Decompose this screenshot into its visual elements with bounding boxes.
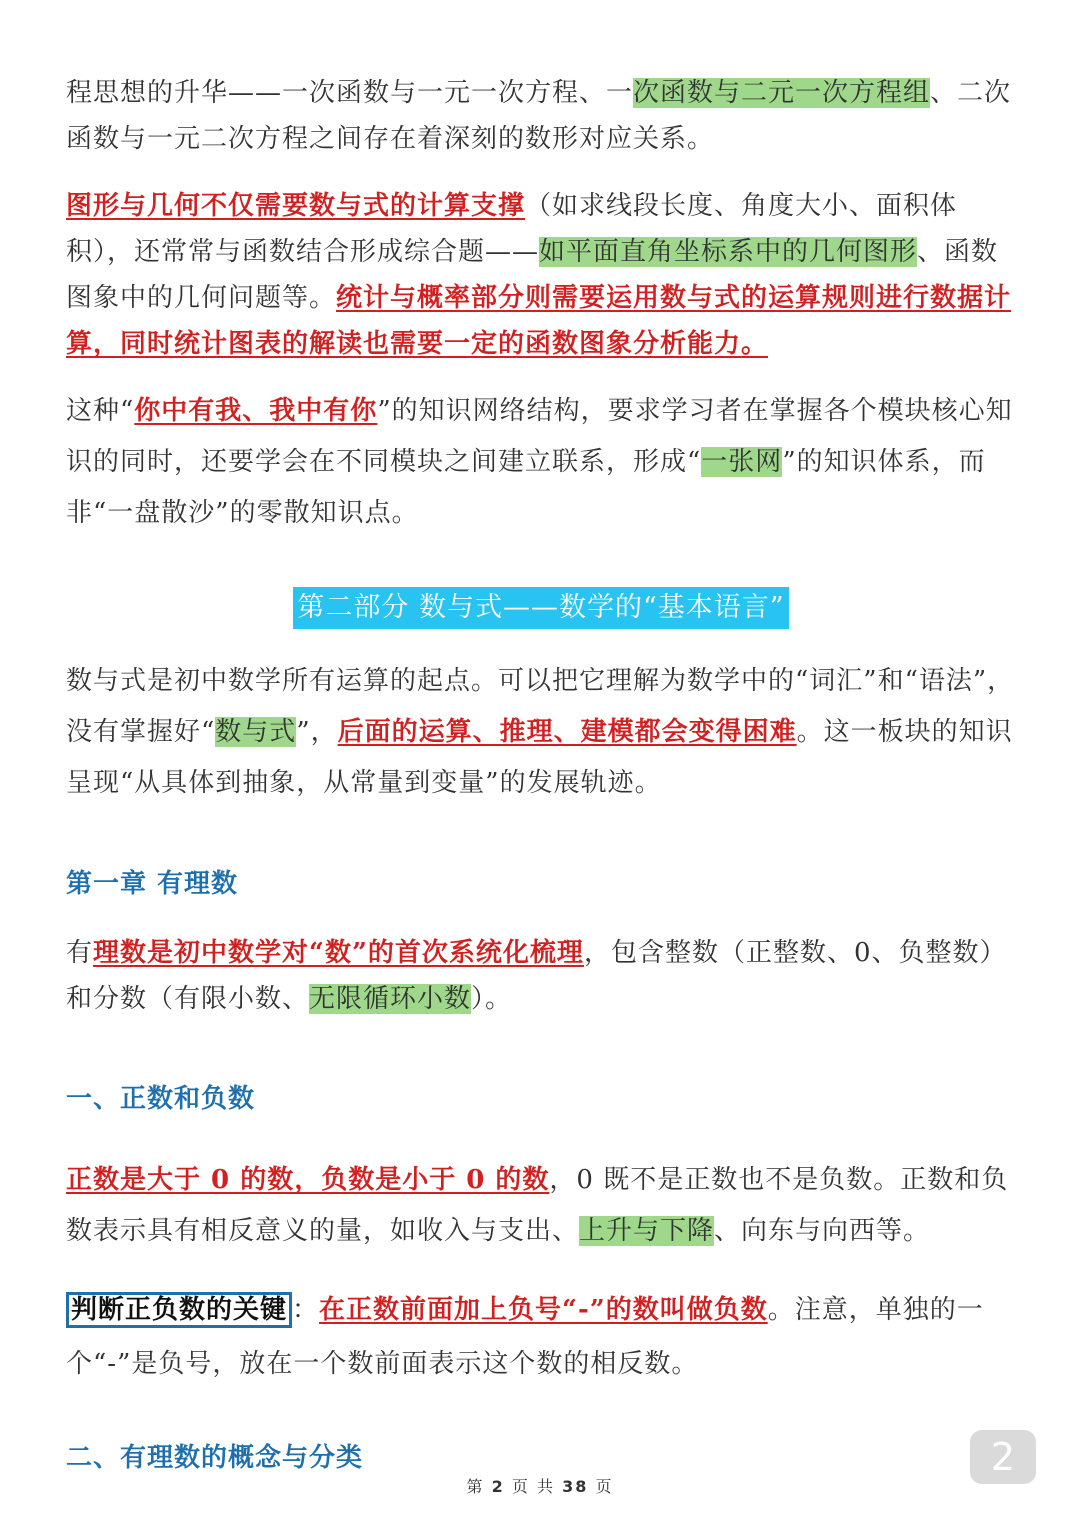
highlight-text: 数与式 bbox=[215, 717, 297, 747]
emphasis-text: 统计与概率部分则需要运用数与式的运算规则进行数据计算，同时统计图表的解读也需要一定的函数图象分析能力。 bbox=[66, 283, 1012, 359]
page-number-badge: 2 bbox=[970, 1430, 1036, 1484]
document-page bbox=[66, 66, 1016, 1474]
boxed-keyword: 判断正负数的关键 bbox=[66, 1292, 292, 1328]
paragraph-function-relations: 程思想的升华——一次函数与一元一次方程、一次函数与二元一次方程组、二次函数与一元二次方程之间存在着深刻的数形对应关系。 bbox=[66, 78, 1012, 154]
highlight-text: 无限循环小数 bbox=[309, 984, 472, 1014]
highlight-text: 上升与下降 bbox=[579, 1216, 715, 1246]
paragraph-key-judgment: 判断正负数的关键 ：在正数前面加上负号“-”的数叫做负数。注意，单独的一个“-”是负号，放在一个数前面表示这个数的相反数。 bbox=[66, 1283, 1016, 1391]
heading-positive-negative: 一、正数和负数 bbox=[66, 1084, 256, 1114]
section-title: 第二部分 数与式——数学的“基本语言” bbox=[293, 587, 788, 629]
paragraph-positive-negative: 正数是大于 0 的数，负数是小于 0 的数，0 既不是正数也不是负数。正数和负数表示具有相反意义的量，如收入与支出、上升与下降、向东与向西等。 bbox=[66, 1165, 1009, 1246]
paragraph-numbers-expressions: 数与式是初中数学所有运算的起点。可以把它理解为数学中的“词汇”和“语法”，没有掌握好“数与式”，后面的运算、推理、建模都会变得困难。这一板块的知识呈现“从具体到抽象，从常量到变量”的发展轨迹。 bbox=[66, 666, 1015, 798]
paragraph-knowledge-network: 这种“你中有我、我中有你”的知识网络结构，要求学习者在掌握各个模块核心知识的同时，还要学会在不同模块之间建立联系，形成“一张网”的知识体系，而非“一盘散沙”的零散知识点。 bbox=[66, 396, 1013, 528]
heading-rational-concept: 二、有理数的概念与分类 bbox=[66, 1443, 364, 1473]
highlight-text: 一张网 bbox=[701, 447, 783, 477]
emphasis-text: 你中有我、我中有你 bbox=[134, 396, 378, 426]
paragraph-geometry: 图形与几何不仅需要数与式的计算支撑（如求线段长度、角度大小、面积体积），还常常与函数结合形成综合题——如平面直角坐标系中的几何图形、函数图象中的几何问题等。统计与概率部分则需要运用数与式的运算规则进行数据计算，同时统计图表的解读也需要一定的函数图象分析能力。 bbox=[66, 191, 1012, 359]
page-footer: 第 2 页 共 38 页 bbox=[466, 1477, 614, 1496]
emphasis-text: 在正数前面加上负号“-”的数叫做负数 bbox=[319, 1295, 768, 1325]
paragraph-rational-numbers: 有理数是初中数学对“数”的首次系统化梳理，包含整数（正整数、0、负整数）和分数（有限小数、无限循环小数）。 bbox=[66, 938, 1007, 1014]
chapter-title: 第一章 有理数 bbox=[66, 869, 239, 899]
section-title-wrapper bbox=[66, 587, 1016, 629]
highlight-text: 如平面直角坐标系中的几何图形 bbox=[539, 237, 918, 267]
emphasis-text: 图形与几何不仅需要数与式的计算支撑 bbox=[66, 191, 526, 221]
emphasis-text: 正数是大于 0 的数，负数是小于 0 的数 bbox=[66, 1165, 550, 1195]
emphasis-text: 理数是初中数学对“数”的首次系统化梳理 bbox=[93, 938, 584, 968]
highlight-text: 次函数与二元一次方程组 bbox=[633, 78, 931, 108]
emphasis-text: 后面的运算、推理、建模都会变得困难 bbox=[337, 717, 797, 747]
